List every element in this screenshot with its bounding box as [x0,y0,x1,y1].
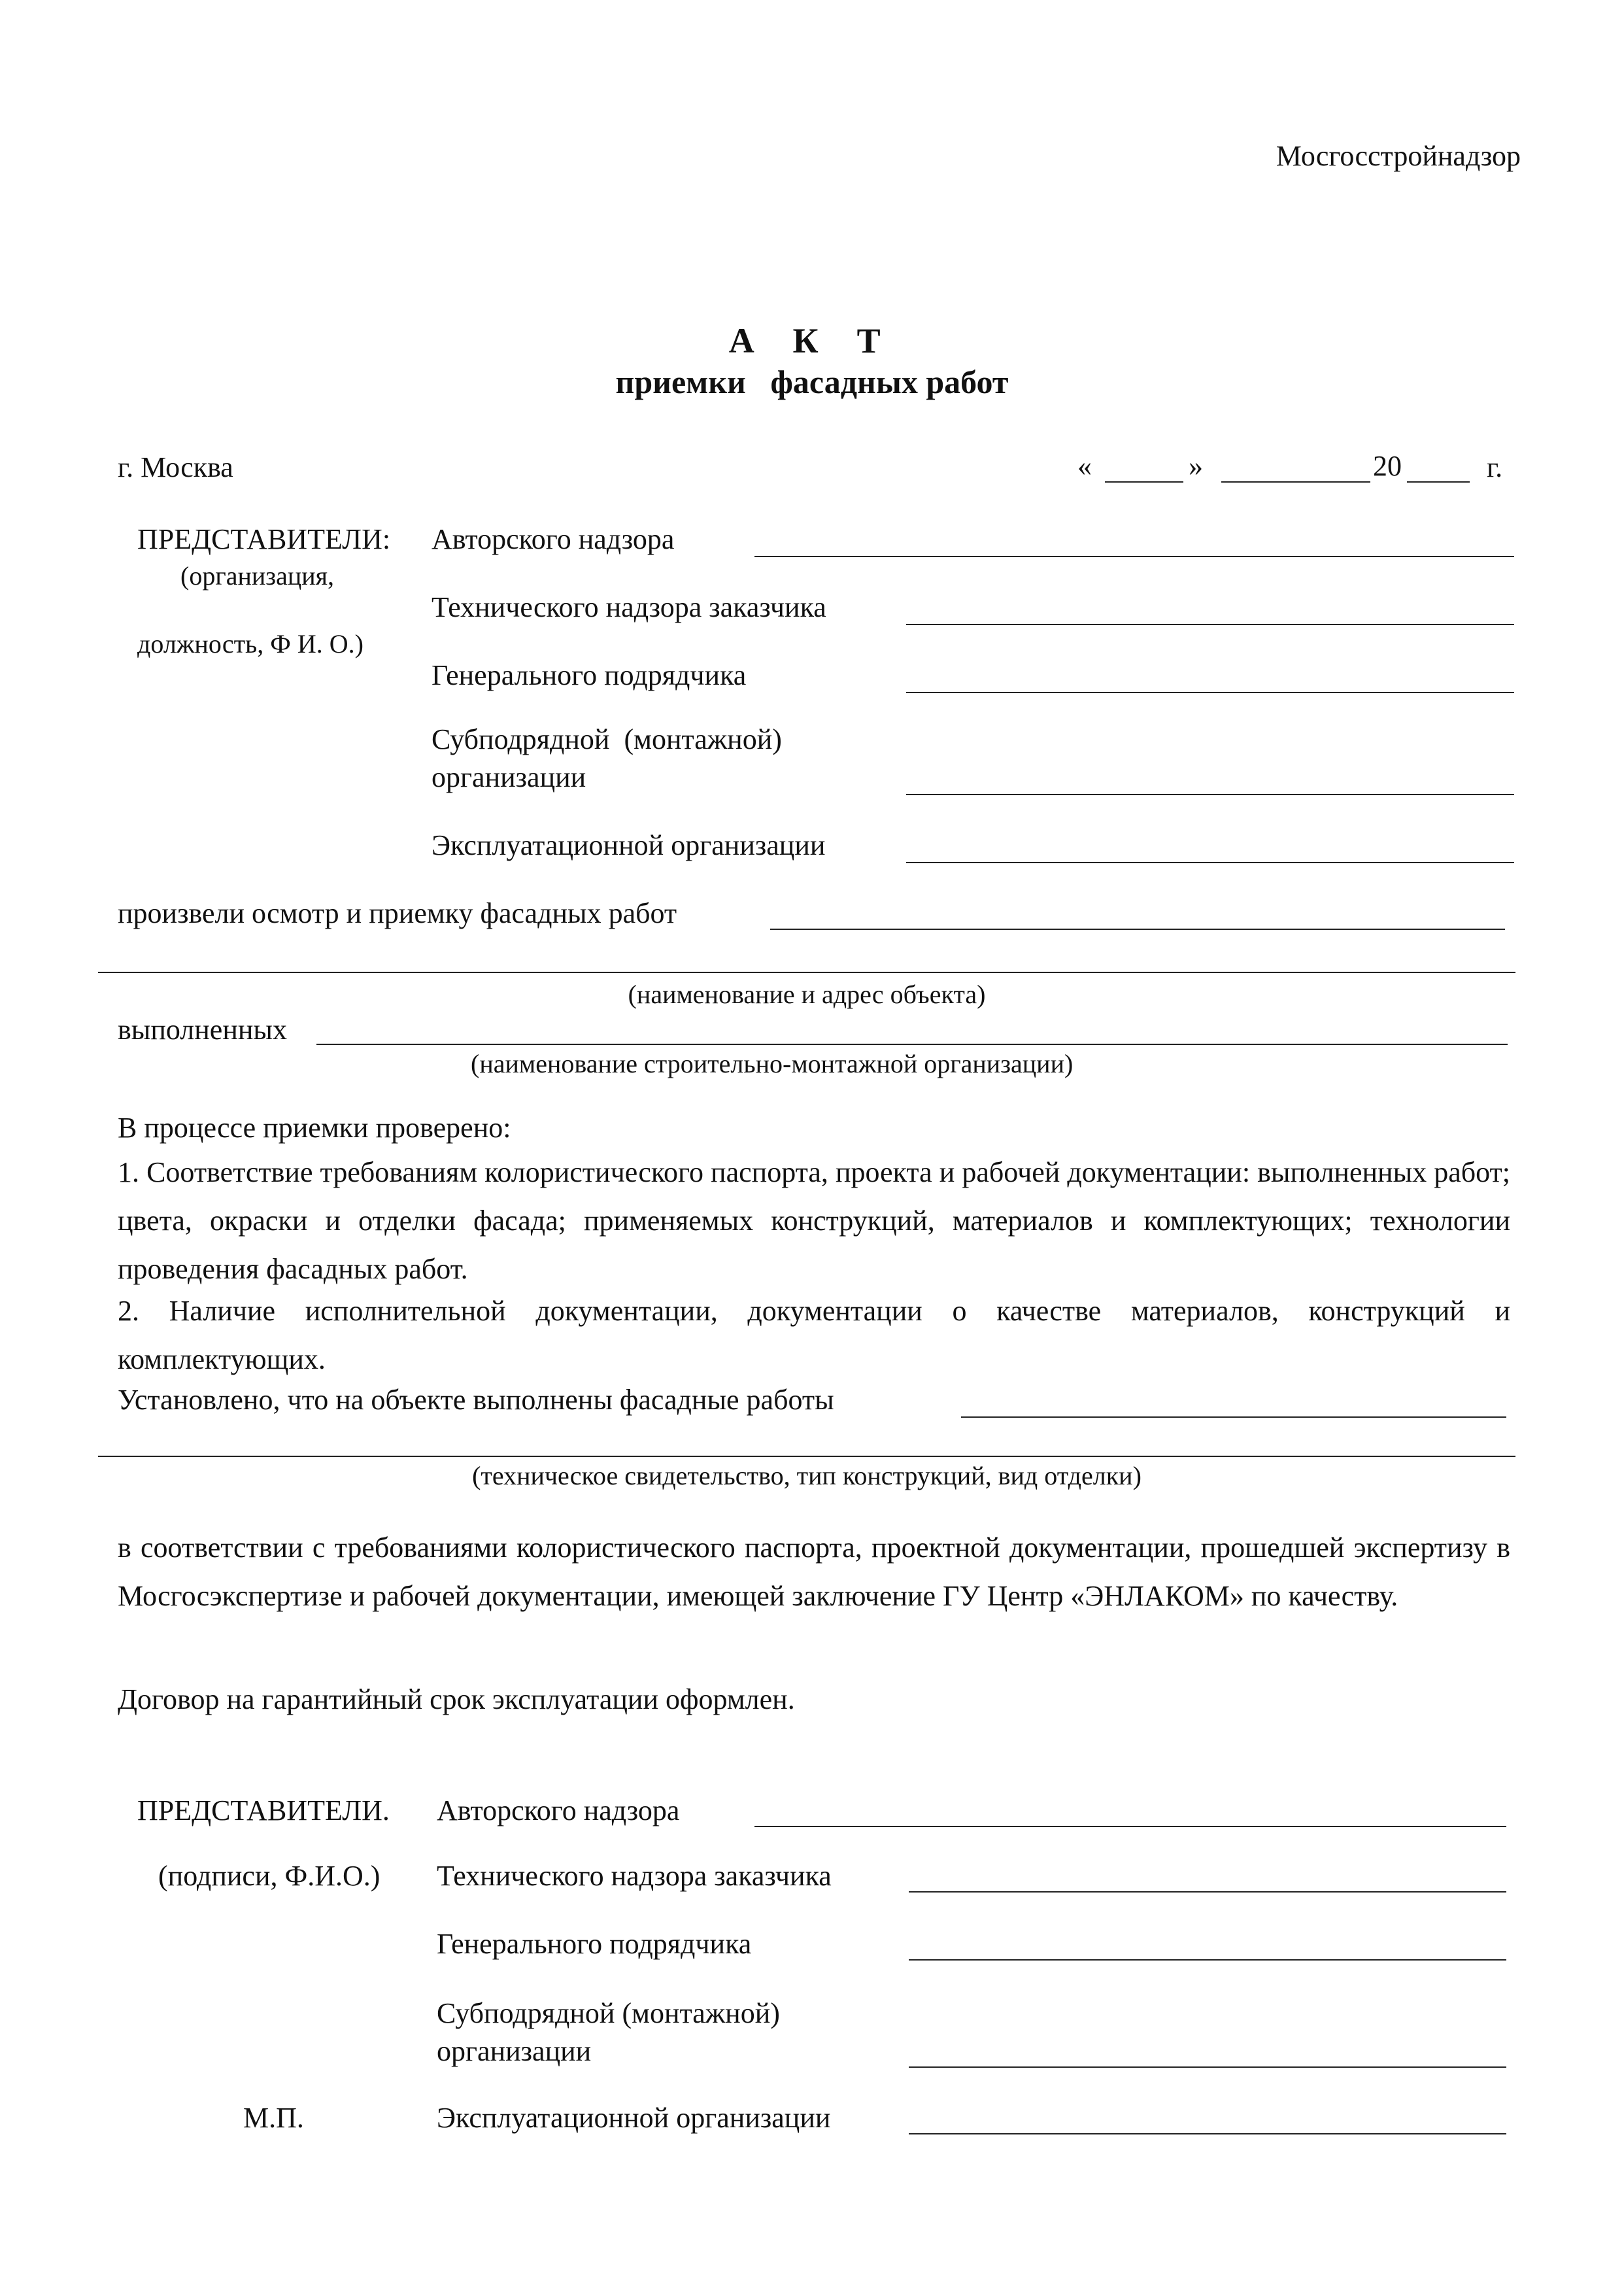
established-works-line[interactable] [961,1416,1506,1418]
sign-role-customer-tech-supervision: Технического надзора заказчика [437,1860,832,1892]
tech-caption: (техническое свидетельство, тип конструкций, вид отделки) [472,1461,1142,1490]
signatures-label: ПРЕДСТАВИТЕЛИ. [137,1794,390,1826]
date-month-line[interactable] [1221,481,1370,483]
representatives-label: ПРЕДСТАВИТЕЛИ: [137,523,391,555]
sign-author-supervision-line[interactable] [754,1826,1506,1827]
contract-text: Договор на гарантийный срок эксплуатации оформлен. [118,1683,795,1715]
inspection-object-line[interactable] [770,929,1505,930]
checked-heading: В процессе приемки проверено: [118,1112,511,1144]
role-subcontractor-organization: организации [431,761,586,793]
sign-general-contractor-line[interactable] [909,1959,1506,1961]
sign-role-general-contractor: Генерального подрядчика [437,1928,752,1960]
sign-role-operating-organization: Эксплуатационной организации [437,2102,831,2134]
date-year-prefix: 20 [1373,450,1402,482]
role-customer-tech-supervision: Технического надзора заказчика [431,591,826,623]
date-year-line[interactable] [1407,481,1470,483]
operating-organization-line[interactable] [906,862,1514,863]
customer-tech-supervision-line[interactable] [906,624,1514,625]
signatures-hint: (подписи, Ф.И.О.) [158,1860,381,1892]
date-year-suffix: г. [1487,451,1503,483]
document-subtitle: приемки фасадных работ [615,364,1009,400]
role-general-contractor: Генерального подрядчика [431,659,747,691]
sign-role-author-supervision: Авторского надзора [437,1794,680,1826]
representatives-hint-line2: должность, Ф И. О.) [137,629,364,659]
sign-role-subcontractor-organization: организации [437,2035,592,2067]
contractor-caption: (наименование строительно-монтажной организации) [471,1049,1074,1078]
agency-name: Мосгосстройнадзор [1276,140,1521,172]
role-author-supervision: Авторского надзора [431,523,675,555]
date-day-line[interactable] [1105,481,1183,483]
author-supervision-line[interactable] [754,556,1514,557]
sign-customer-tech-supervision-line[interactable] [909,1891,1506,1893]
established-text: Установлено, что на объекте выполнены фасадные работы [118,1384,834,1416]
city-label: г. Москва [118,451,233,483]
role-operating-organization: Эксплуатационной организации [431,829,826,861]
role-subcontractor: Субподрядной (монтажной) [431,723,782,755]
sign-operating-organization-line[interactable] [909,2133,1506,2134]
document-title: А К Т [728,321,896,360]
tech-details-line[interactable] [98,1456,1515,1457]
representatives-hint-line1: (организация, [180,561,335,591]
sign-role-subcontractor: Субподрядной (монтажной) [437,1997,780,2029]
contractor-line[interactable] [316,1044,1508,1045]
date-close-quote: » [1189,450,1203,482]
general-contractor-line[interactable] [906,692,1514,693]
date-open-quote: « [1077,450,1092,482]
performed-label: выполненных [118,1014,287,1046]
stamp-placeholder: М.П. [243,2102,304,2134]
object-address-line[interactable] [98,972,1515,973]
conformity-text: в соответствии с требованиями колористического паспорта, проектной документации, прошедшей экспертизу в Мосгосэкспертизе и рабочей документации, имеющей заключение ГУ Центр «ЭНЛАКОМ» по качеству. [118,1532,1510,1612]
inspection-text: произвели осмотр и приемку фасадных работ [118,897,677,929]
checked-item-1: 1. Соответствие требованиям колористического паспорта, проекта и рабочей документации: выполненных работ; цвета, окраски и отделки фасада; применяемых конструкций, материалов и комплектующих; технологии проведения фасадных работ. [118,1156,1510,1285]
subcontractor-line[interactable] [906,794,1514,795]
sign-subcontractor-line[interactable] [909,2066,1506,2068]
object-caption: (наименование и адрес объекта) [628,980,986,1009]
checked-item-2: 2. Наличие исполнительной документации, документации о качестве материалов, конструкций и комплектующих. [118,1295,1510,1375]
